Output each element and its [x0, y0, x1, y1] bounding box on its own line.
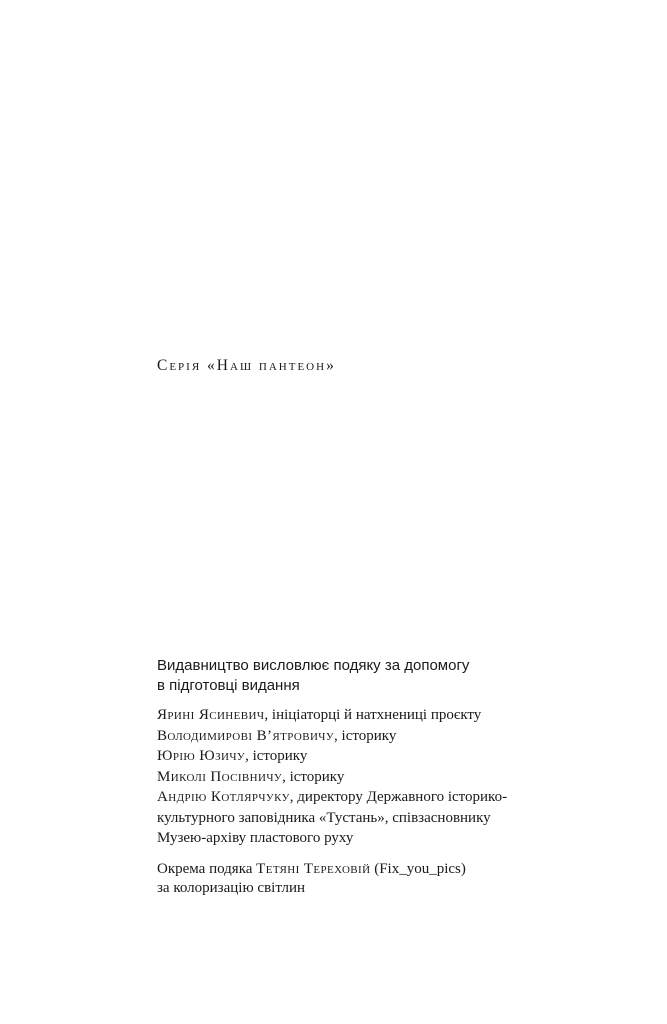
special-thanks-line: [157, 859, 627, 880]
person-role: Музею-архіву пластового руху: [157, 830, 354, 846]
person-name: Тетяні Тереховій: [256, 860, 371, 877]
person-name: Ярині Ясиневич: [157, 707, 265, 723]
special-thanks: [157, 859, 627, 899]
intro-line: Видавництво висловлює подяку за допомогу: [157, 657, 470, 674]
special-thanks-prefix: Окрема подяка: [157, 860, 257, 877]
person-role: , історику: [282, 768, 345, 785]
thanks-item-continuation: [157, 808, 627, 829]
person-name: Юрію Юзичу: [157, 748, 246, 764]
intro-line: в підготовці видання: [157, 676, 300, 694]
special-thanks-handle: (Fix_you_pics): [370, 860, 466, 877]
thanks-item-continuation: [157, 828, 627, 849]
thanks-item: [157, 767, 627, 788]
thanks-item: [157, 746, 627, 767]
thanks-item: [157, 787, 627, 808]
person-role: , директору Державного історико-: [289, 789, 508, 805]
thanks-item: [157, 705, 627, 726]
person-name: Володимирові В’ятровичу: [157, 727, 335, 744]
person-name: Миколі Посівничу: [157, 768, 283, 785]
person-role: , ініціаторці й натхнениці проєкту: [264, 707, 482, 723]
special-thanks-line: за колоризацію світлин: [157, 880, 306, 896]
person-role: , історику: [334, 727, 397, 744]
person-role: , історику: [245, 748, 308, 764]
person-role: культурного заповідника «Тустань», співзасновнику: [157, 809, 491, 826]
acknowledgements-intro: [157, 656, 627, 695]
person-name: Андрію Котлярчуку: [157, 789, 290, 805]
acknowledgements: [157, 656, 627, 899]
series-title: Серія «Наш пантеон»: [157, 357, 336, 374]
thanks-item: [157, 726, 627, 747]
thanks-list: [157, 705, 627, 849]
